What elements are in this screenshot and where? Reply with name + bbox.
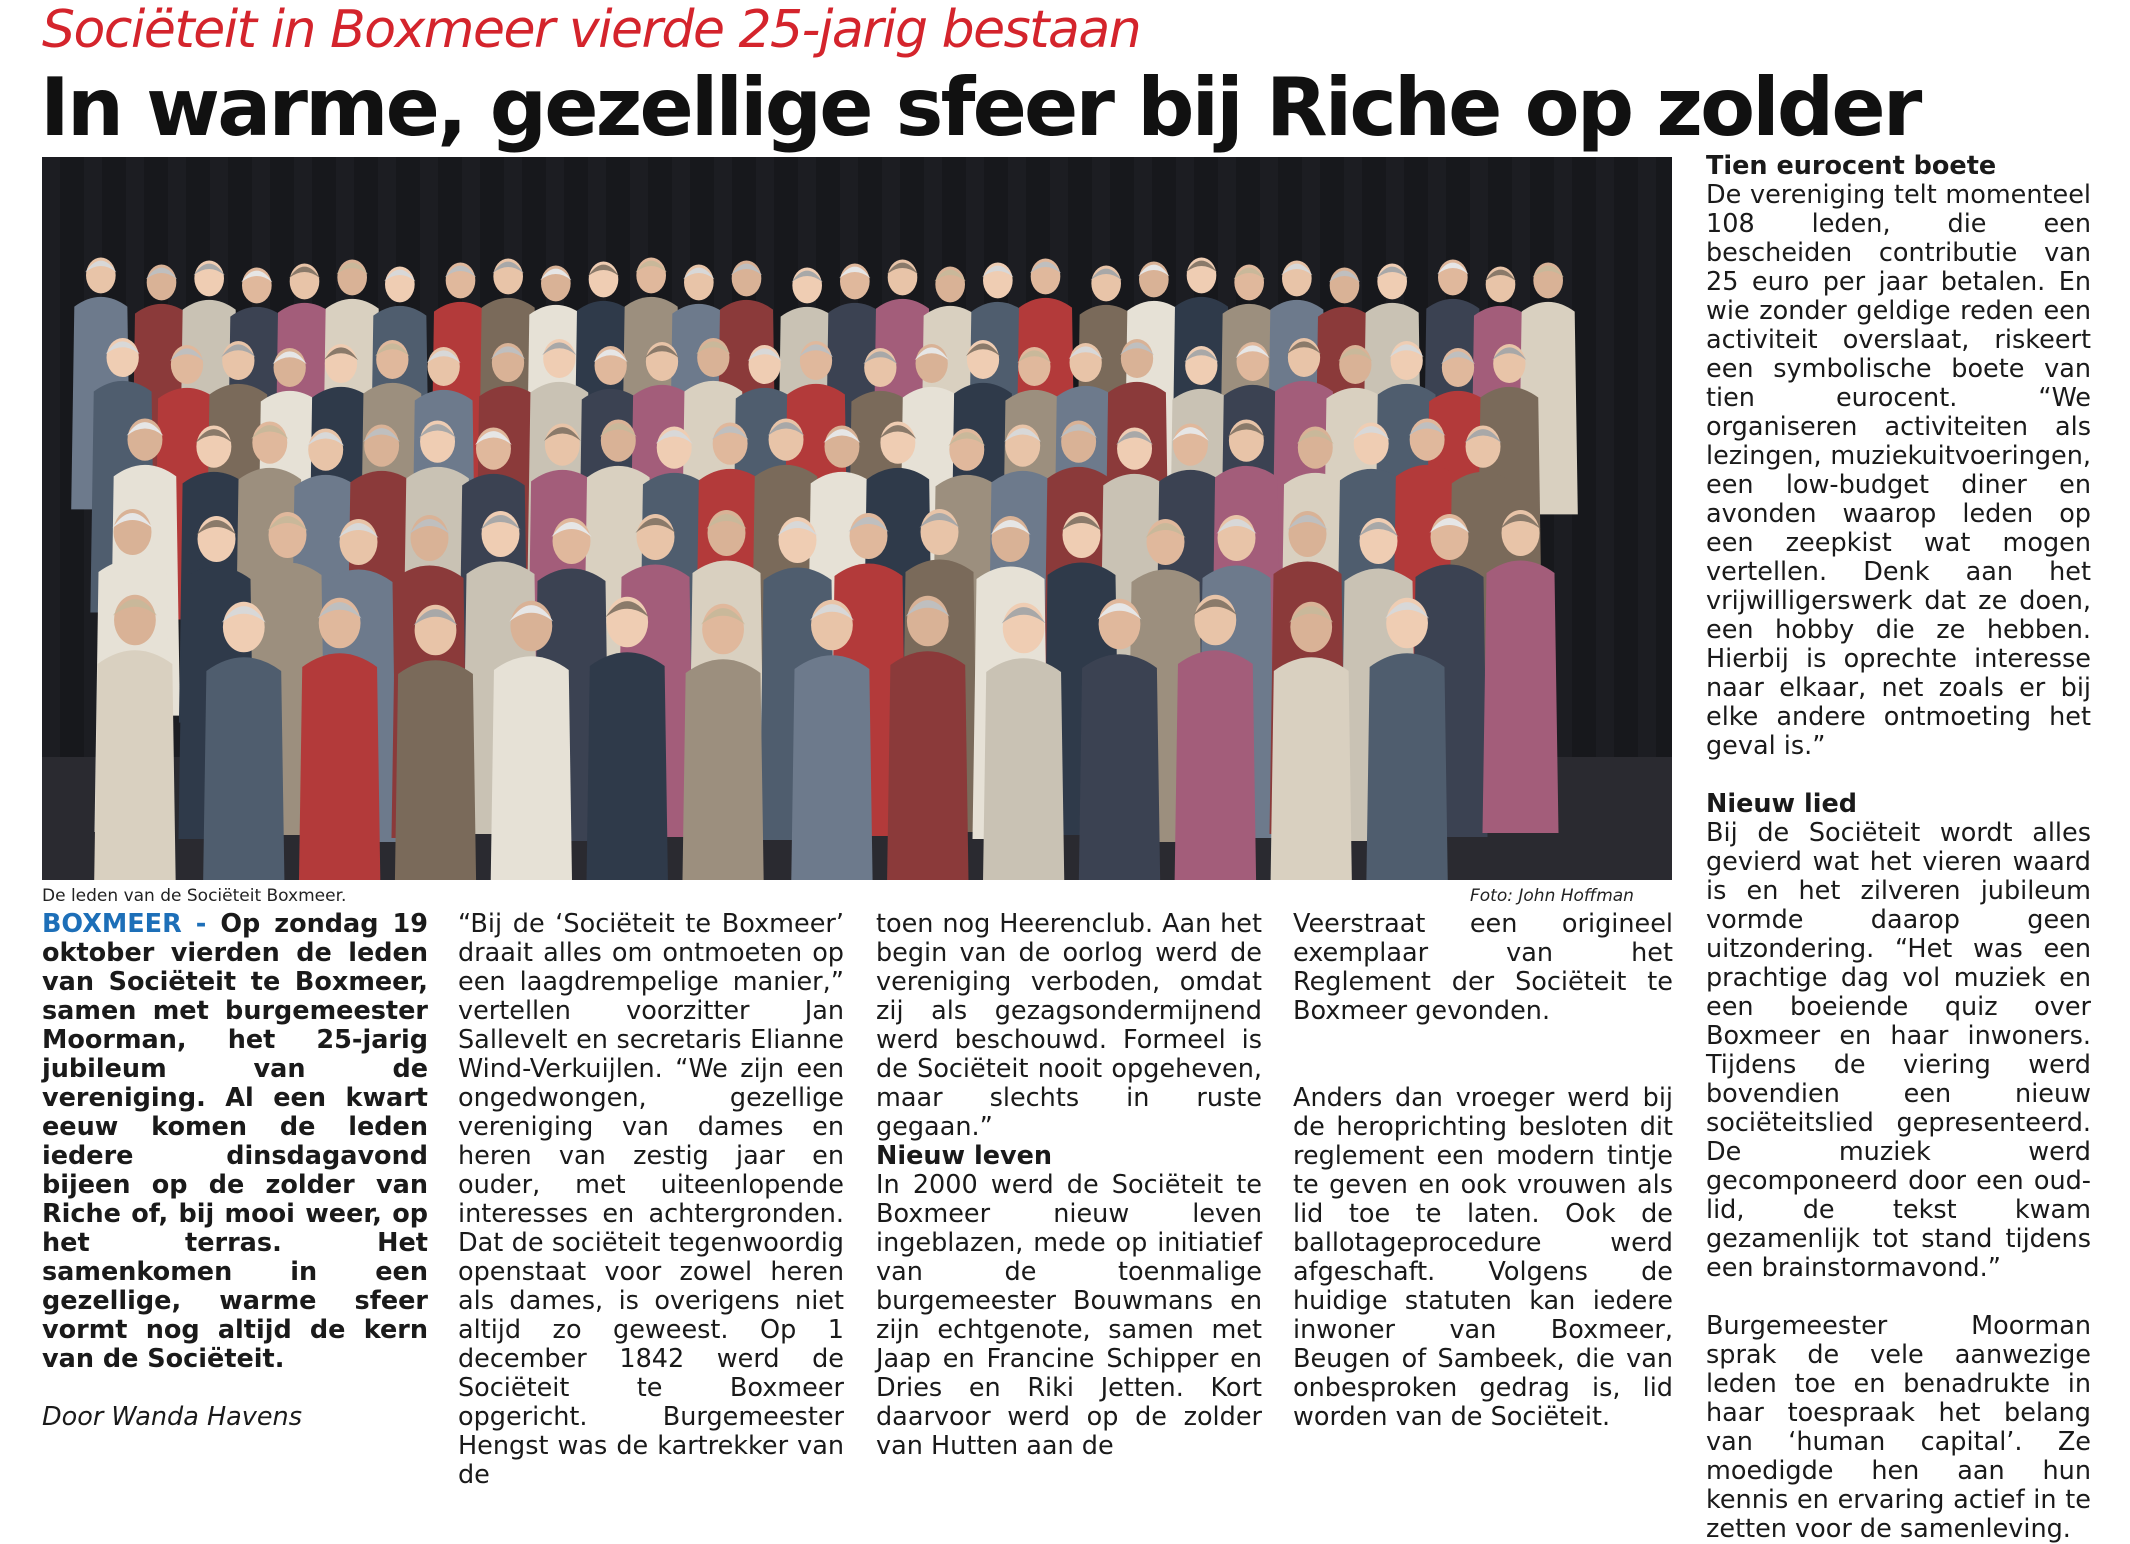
- subheading-tien-eurocent-boete: Tien eurocent boete: [1706, 151, 1997, 181]
- column-2: [458, 910, 844, 1490]
- body-paragraph: De vereniging telt momenteel 108 leden, die een bescheiden contributie van 25 euro per jaar betalen. En wie zonder geldige reden een activiteit overslaat, riskeert een symbolische boete van tien eurocent. “We organiseren activiteiten als lezingen, muziekuitvoeringen, een low-budget diner en avonden waarop leden op een zeepkist wat mogen vertellen. Denk aan het vrijwilligerswerk dat ze doen, een hobby die ze hebben. Hierbij is oprechte interesse naar elkaar, net zoals er bij elke andere ontmoeting het geval is.”: [1706, 180, 2091, 761]
- photo-credit: Foto: John Hoffman: [1470, 886, 1634, 906]
- article-headline: In warme, gezellige sfeer bij Riche op zolder: [40, 61, 1920, 154]
- group-photo: [42, 157, 1672, 880]
- person-body: [298, 653, 382, 880]
- article-kicker: Sociëteit in Boxmeer vierde 25-jarig bestaan: [42, 0, 1141, 60]
- curtain-fold: [1638, 157, 1656, 797]
- column-5: [1706, 152, 2091, 1544]
- subheading-nieuw-leven: Nieuw leven: [876, 1141, 1053, 1171]
- person-body: [790, 655, 874, 880]
- person-body: [394, 660, 478, 880]
- person-body: [202, 657, 286, 880]
- body-paragraph: In 2000 werd de Sociëteit te Boxmeer nieuw leven ingeblazen, mede op initiatief van de toenmalige burgemeester Bouwmans en zijn echtgenote, samen met Jaap en Francine Schipper en Dries en Riki Jetten. Kort daarvoor werd op de zolder van Hutten aan de: [876, 1170, 1262, 1461]
- body-paragraph: Veerstraat een origineel exemplaar van het Reglement der Sociëteit te Boxmeer gevonden.: [1293, 909, 1673, 1026]
- person-body: [982, 658, 1066, 880]
- group-photo-illustration: [42, 157, 1672, 880]
- person-body: [490, 656, 574, 880]
- body-paragraph: Bij de Sociëteit wordt alles gevierd wat het vieren waard is en het zilveren jubileum vormde daarop geen uitzondering. “Het was een prachtige dag vol muziek en een boeiende quiz over Boxmeer en haar inwoners. Tijdens de viering werd bovendien een nieuw sociëteitslied gepresenteerd. De muziek werd gecomponeerd door een oud-lid, de tekst kwam gezamenlijk tot stand tijdens een brainstormavond.”: [1706, 818, 2091, 1283]
- person-body: [1483, 561, 1559, 834]
- lead-paragraph: [42, 910, 428, 1374]
- body-paragraph: Burgemeester Moorman sprak de vele aanwezige leden toe en benadrukte in haar toespraak het belang van ‘human capital’. Ze moedigde hen aan hun kennis en ervaring actief in te zetten voor de samenleving.: [1706, 1311, 2091, 1544]
- column-3: [876, 910, 1262, 1461]
- person-body: [1078, 654, 1162, 880]
- subheading-nieuw-lied: Nieuw lied: [1706, 789, 1857, 819]
- person-body: [1365, 653, 1449, 880]
- curtain-fold: [1596, 157, 1614, 797]
- dateline: BOXMEER -: [42, 909, 207, 939]
- person-body: [886, 651, 970, 880]
- person-body: [585, 652, 669, 880]
- curtain-fold: [42, 157, 60, 797]
- column-4: [1293, 910, 1673, 1432]
- person-body: [1269, 657, 1353, 880]
- lead-text: Op zondag 19 oktober vierden de leden van Sociëteit te Boxmeer, samen met burgemeester Moorman, het 25-jarig jubileum van de vereniging. Al een kwart eeuw komen de leden iedere dinsdagavond bijeen op de zolder van Riche of, bij mooi weer, op het terras. Het samenkomen in een gezellige, warme sfeer vormt nog altijd de kern van de Sociëteit.: [42, 909, 428, 1374]
- column-1: [42, 910, 428, 1432]
- body-paragraph: Anders dan vroeger werd bij de heroprichting besloten dit reglement een modern tintje te geven en ook vrouwen als lid toe te laten. Ook de ballotageprocedure werd afgeschaft. Volgens de huidige statuten kan iedere inwoner van Boxmeer, Beugen of Sambeek, die van onbesproken gedrag is, lid worden van de Sociëteit.: [1293, 1083, 1673, 1432]
- photo-caption: De leden van de Sociëteit Boxmeer.: [42, 886, 347, 906]
- person-body: [93, 650, 177, 880]
- body-paragraph: toen nog Heerenclub. Aan het begin van de oorlog werd de vereniging verboden, omdat zij als gezagsondermijnend werd beschouwd. Formeel is de Sociëteit nooit opgeheven, maar slechts in ruste gegaan.”: [876, 909, 1262, 1142]
- person-body: [681, 659, 765, 880]
- body-paragraph: “Bij de ‘Sociëteit te Boxmeer’ draait alles om ontmoeten op een laagdrempelige manier,” vertellen voorzitter Jan Sallevelt en secretaris Elianne Wind-Verkuijlen. “We zijn een ongedwongen, gezellige vereniging van dames en heren van zestig jaar en ouder, met uiteenlopende interesses en achtergronden. Dat de sociëteit tegenwoordig openstaat voor zowel heren als dames, is overigens niet altijd zo geweest. Op 1 december 1842 werd de Sociëteit te Boxmeer opgericht. Burgemeester Hengst was de kartrekker van de: [458, 909, 844, 1490]
- byline: Door Wanda Havens: [42, 1402, 302, 1432]
- person-body: [1174, 650, 1258, 880]
